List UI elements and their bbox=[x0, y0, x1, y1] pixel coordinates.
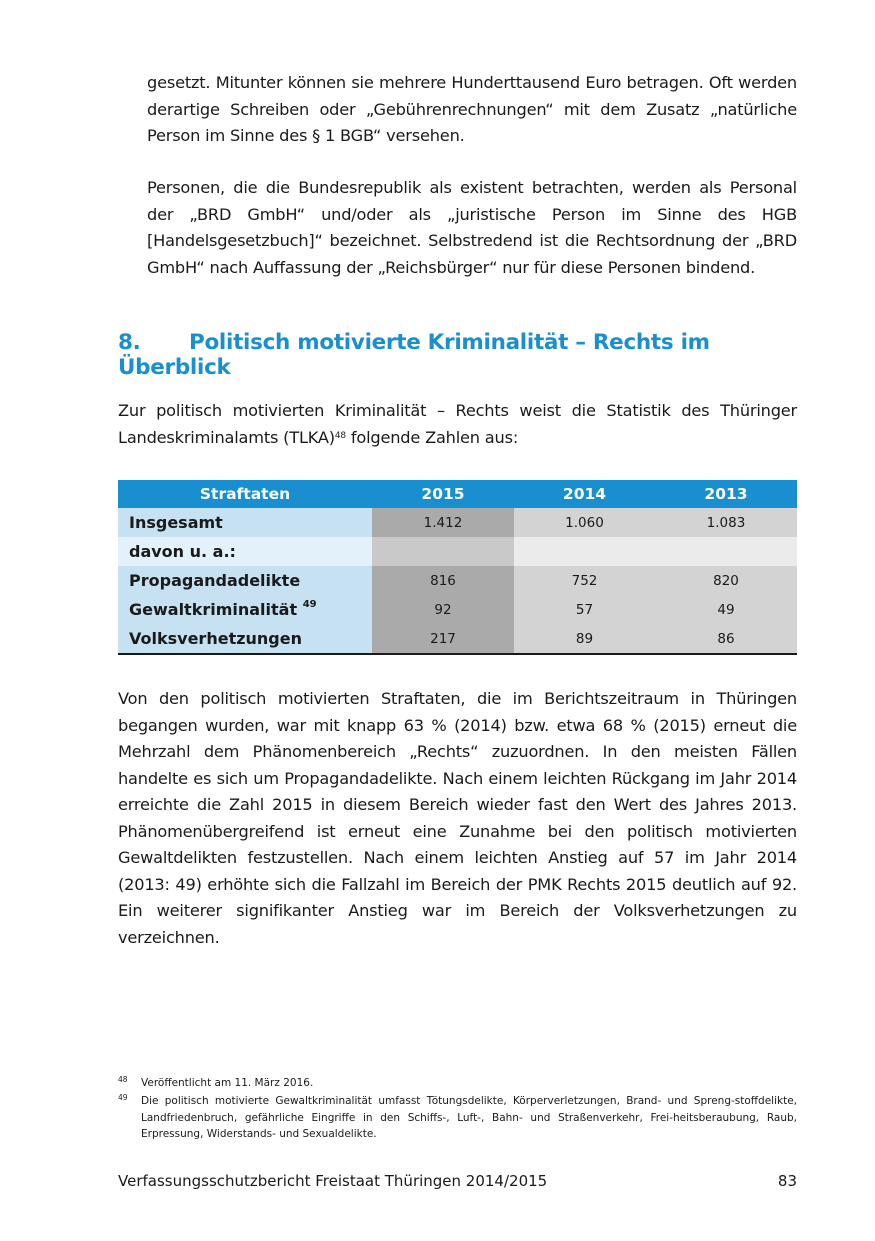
header-2015: 2015 bbox=[372, 480, 514, 508]
cell-value: 217 bbox=[372, 624, 514, 654]
section-heading bbox=[118, 330, 818, 380]
cell-value: 1.060 bbox=[514, 508, 655, 537]
footnote-48 bbox=[118, 1075, 797, 1092]
section-title: Politisch motivierte Kriminalität – Rechts im Überblick bbox=[118, 330, 710, 380]
footnote-text: Die politisch motivierte Gewaltkriminalität umfasst Tötungsdelikte, Körperverletzungen, Brand- und Spreng-stoffdelikte, Landfriedenbruch, gefährliche Eingriffe in den Schiffs-, Luft-, Bahn- und Straßenverkehr, Frei-heitsberaubung, Raub, Erpressung, Widerstands- und Sexualdelikte. bbox=[141, 1095, 797, 1140]
table-row bbox=[118, 508, 797, 537]
lead-text-end: folgende Zahlen aus: bbox=[345, 427, 519, 447]
cell-value: 49 bbox=[655, 595, 797, 624]
intro-paragraph-2: Personen, die die Bundesrepublik als existent betrachten, werden als Personal der „BRD GmbH“ und/oder als „juristische Person im Sinne des HGB [Handelsgesetzbuch]“ bezeichnet. Selbstredend ist die Rechtsordnung der „BRD GmbH“ nach Auffassung der „Reichsbürger“ nur für diese Personen bindend. bbox=[147, 178, 797, 277]
cell-value bbox=[514, 537, 655, 566]
body-paragraph: Von den politisch motivierten Straftaten, die im Berichtszeitraum in Thüringen begangen wurden, war mit knapp 63 % (2014) bzw. etwa 68 % (2015) erneut die Mehrzahl dem Phänomenbereich „Rechts“ zuzuordnen. In den meisten Fällen handelte es sich um Propagandadelikte. Nach einem leichten Rückgang im Jahr 2014 erreichte die Zahl 2015 in diesem Bereich wieder fast den Wert des Jahres 2013. Phänomenübergreifend ist erneut eine Zunahme bei den politisch motivierten Gewaltdelikten festzustellen. Nach einem leichten Anstieg auf 57 im Jahr 2014 (2013: 49) erhöhte sich die Fallzahl im Bereich der PMK Rechts 2015 deutlich auf 92. Ein weiterer signifikanter Anstieg war im Bereich der Volksverhetzungen zu verzeichnen. bbox=[118, 689, 797, 947]
footnote-ref-48[interactable]: 48 bbox=[334, 430, 346, 441]
page-footer bbox=[118, 1172, 797, 1190]
cell-value: 1.083 bbox=[655, 508, 797, 537]
footnote-text: Veröffentlicht am 11. März 2016. bbox=[141, 1077, 314, 1089]
cell-value bbox=[372, 537, 514, 566]
footnote-number: 49 bbox=[118, 1093, 128, 1102]
row-label: Propagandadelikte bbox=[118, 566, 372, 595]
header-2013: 2013 bbox=[655, 480, 797, 508]
table-row bbox=[118, 624, 797, 654]
table-row bbox=[118, 566, 797, 595]
lead-text: Zur politisch motivierten Kriminalität – Rechts weist die Statistik des Thüringer Landeskriminalamts (TLKA) bbox=[118, 401, 797, 447]
cell-value: 92 bbox=[372, 595, 514, 624]
table-row bbox=[118, 595, 797, 624]
row-label: Volksverhetzungen bbox=[118, 624, 372, 654]
header-2014: 2014 bbox=[514, 480, 655, 508]
footer-publication: Verfassungsschutzbericht Freistaat Thüringen 2014/2015 bbox=[118, 1172, 548, 1190]
header-straftaten: Straftaten bbox=[118, 480, 372, 508]
row-label: davon u. a.: bbox=[118, 537, 372, 566]
cell-value: 1.412 bbox=[372, 508, 514, 537]
lead-paragraph bbox=[118, 398, 797, 451]
cell-value: 86 bbox=[655, 624, 797, 654]
cell-value: 816 bbox=[372, 566, 514, 595]
cell-value: 820 bbox=[655, 566, 797, 595]
table-header-row bbox=[118, 480, 797, 508]
footnote-ref-49[interactable]: 49 bbox=[302, 599, 317, 610]
intro-paragraph-1: gesetzt. Mitunter können sie mehrere Hunderttausend Euro betragen. Oft werden derartige Schreiben oder „Gebührenrechnungen“ mit dem Zusatz „natürliche Person im Sinne des § 1 BGB“ versehen. bbox=[147, 73, 797, 145]
footnote-49 bbox=[118, 1093, 797, 1143]
page-number: 83 bbox=[777, 1172, 797, 1190]
statistics-table bbox=[118, 480, 797, 655]
row-label-text: Gewaltkriminalität bbox=[129, 600, 298, 619]
row-label: Insgesamt bbox=[118, 508, 372, 537]
row-label bbox=[118, 595, 372, 624]
table-row bbox=[118, 537, 797, 566]
cell-value: 752 bbox=[514, 566, 655, 595]
cell-value: 89 bbox=[514, 624, 655, 654]
cell-value: 57 bbox=[514, 595, 655, 624]
cell-value bbox=[655, 537, 797, 566]
section-number: 8. bbox=[118, 330, 141, 355]
footnote-number: 48 bbox=[118, 1075, 128, 1084]
